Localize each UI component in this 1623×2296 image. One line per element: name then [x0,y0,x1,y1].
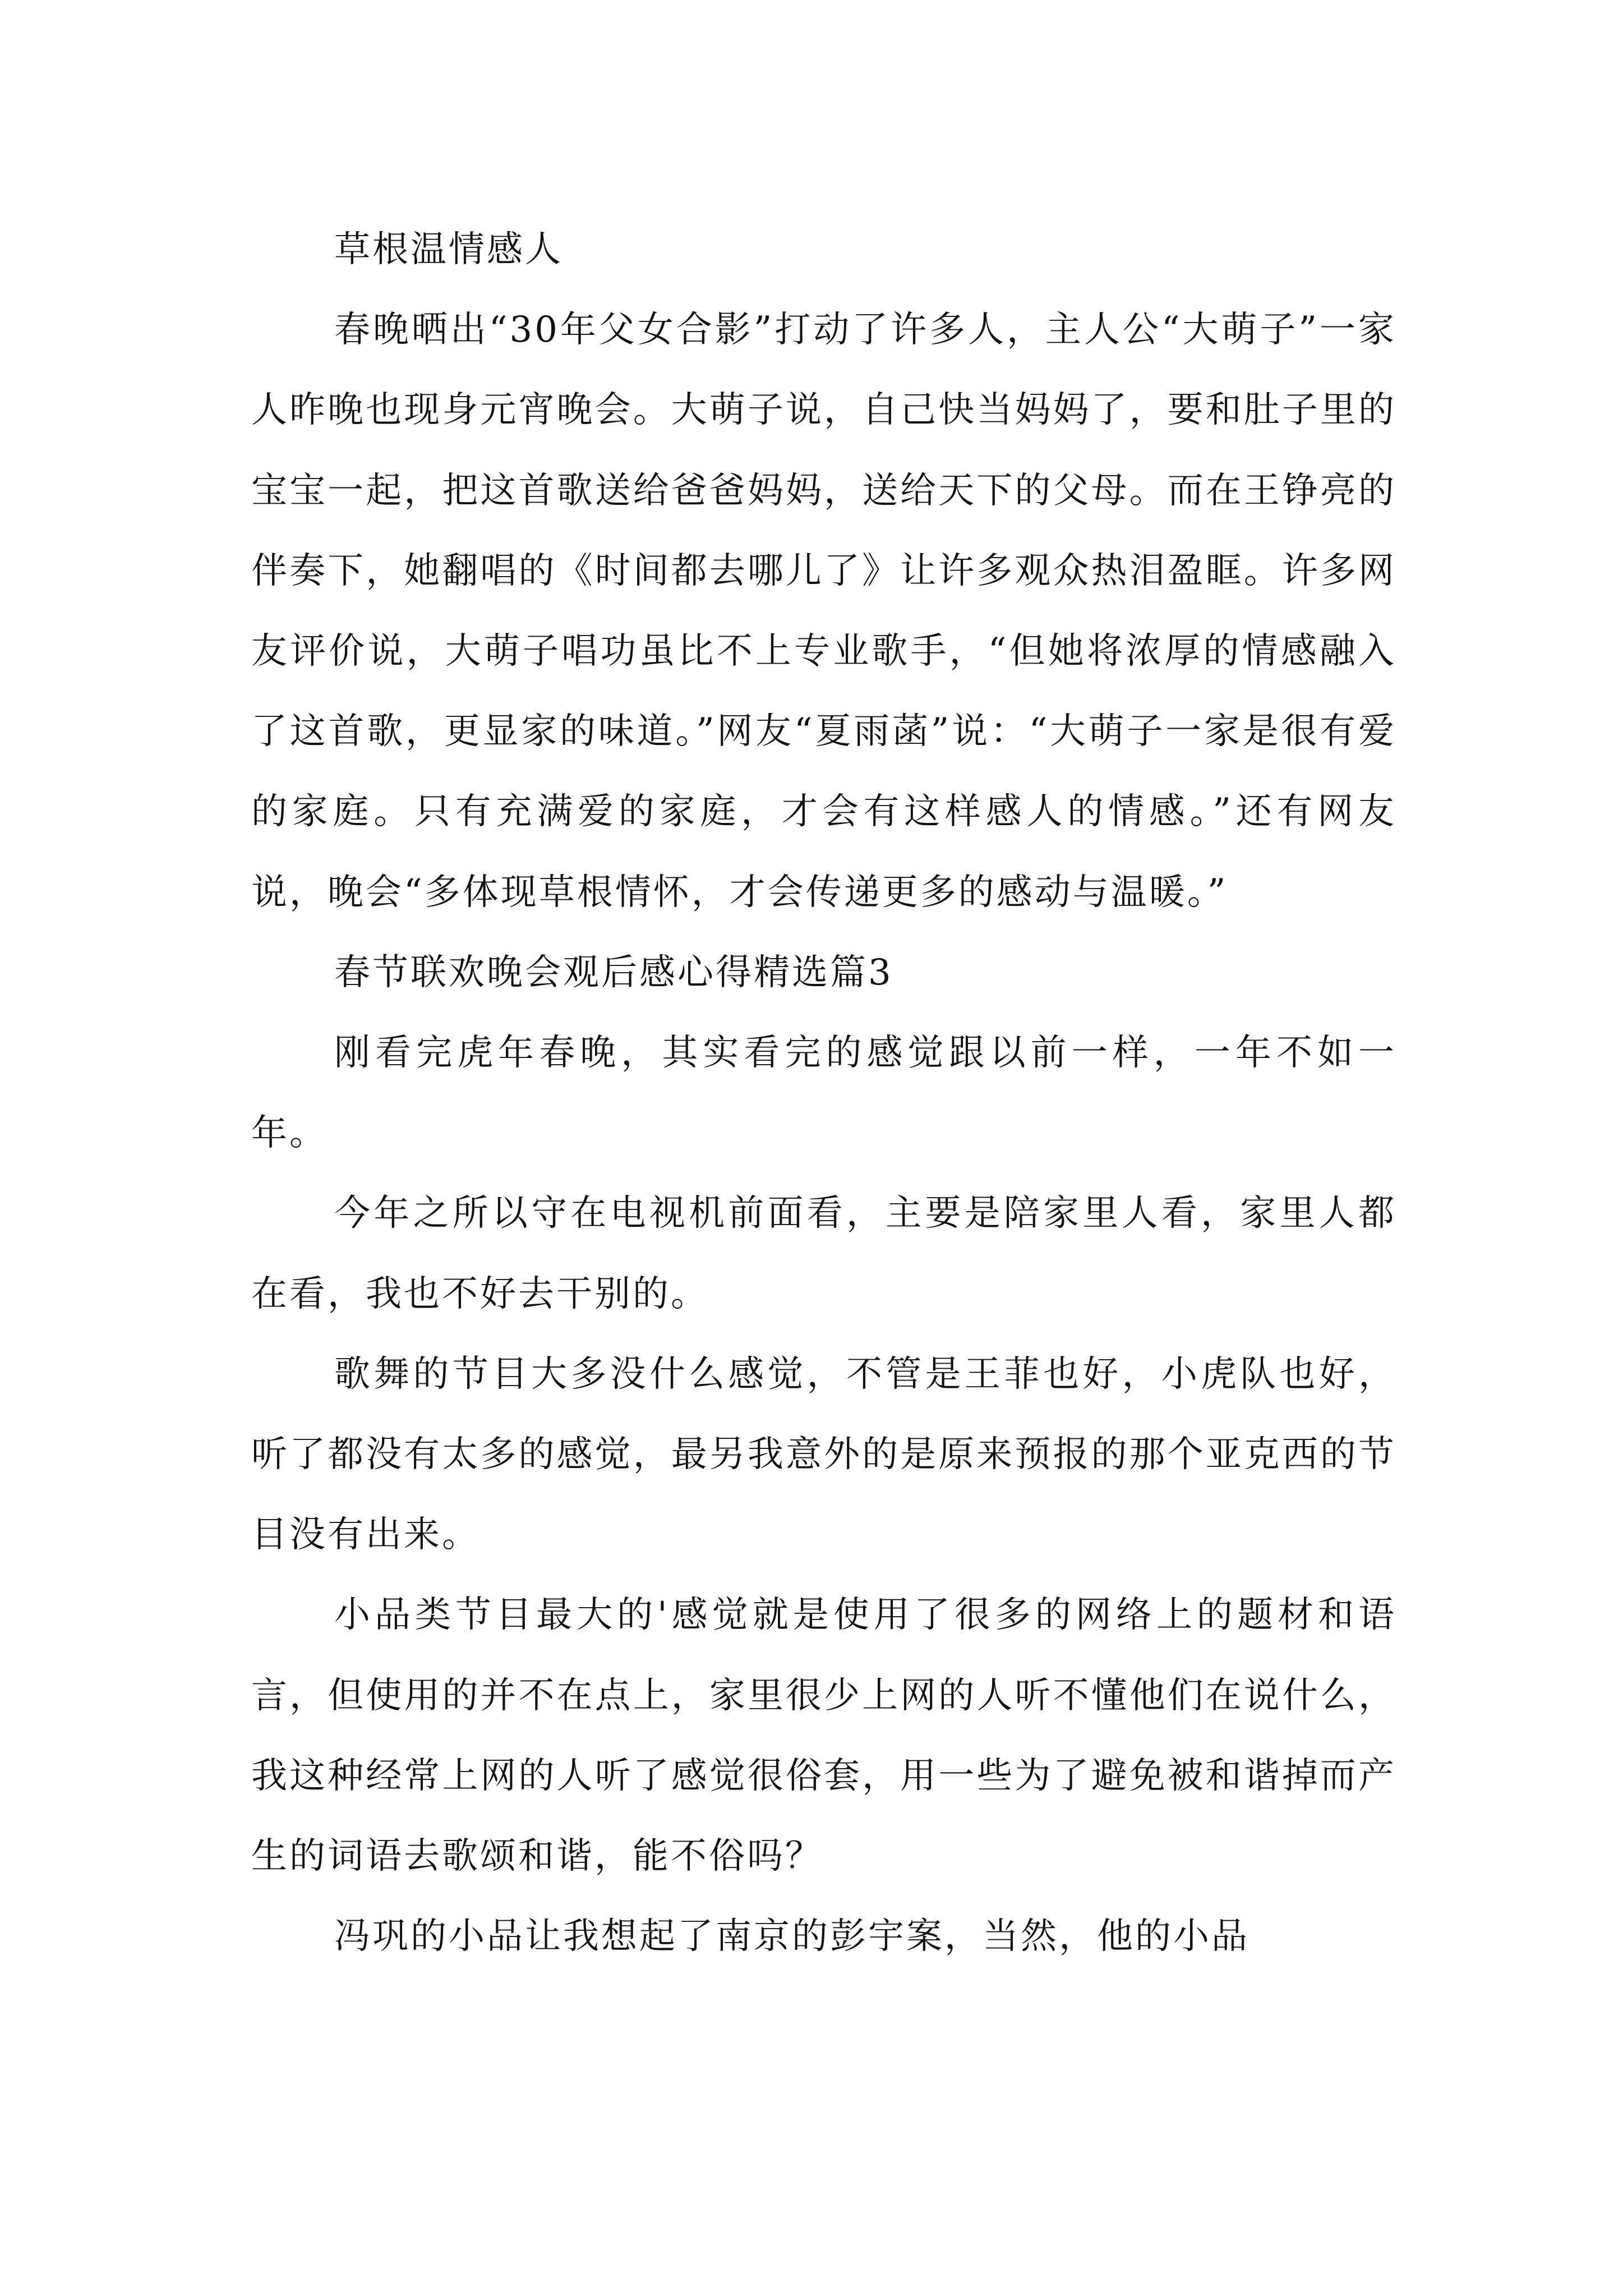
paragraph: 小品类节目最大的'感觉就是使用了很多的网络上的题材和语言，但使用的并不在点上，家里很少上网的人听不懂他们在说什么，我这种经常上网的人听了感觉很俗套，用一些为了避免被和谐掉而产生的词语去歌颂和谐，能不俗吗？ [251,1594,1396,1878]
paragraph: 歌舞的节目大多没什么感觉，不管是王菲也好，小虎队也好，听了都没有太多的感觉，最另我意外的是原来预报的那个亚克西的节目没有出来。 [251,1353,1396,1556]
paragraph: 春晚晒出“30年父女合影”打动了许多人，主人公“大萌子”一家人昨晚也现身元宵晚会。大萌子说，自己快当妈妈了，要和肚子里的宝宝一起，把这首歌送给爸爸妈妈，送给天下的父母。而在王铮亮的伴奏下，她翻唱的《时间都去哪儿了》让许多观众热泪盈眶。许多网友评价说，大萌子唱功虽比不上专业歌手，“但她将浓厚的情感融入了这首歌，更显家的味道。”网友“夏雨菡”说：“大萌子一家是很有爱的家庭。只有充满爱的家庭，才会有这样感人的情感。”还有网友说，晚会“多体现草根情怀，才会传递更多的感动与温暖。” [251,309,1396,913]
article-heading: 春节联欢晚会观后感心得精选篇3 [334,951,893,993]
paragraph: 今年之所以守在电视机前面看，主要是陪家里人看，家里人都在看，我也不好去干别的。 [251,1193,1396,1315]
paragraph: 刚看完虎年春晚，其实看完的感觉跟以前一样，一年不如一年。 [251,1032,1396,1154]
section-heading: 草根温情感人 [334,229,563,270]
paragraph: 冯巩的小品让我想起了南京的彭宇案，当然，他的小品 [334,1916,1249,1958]
document-body [251,210,1396,1977]
